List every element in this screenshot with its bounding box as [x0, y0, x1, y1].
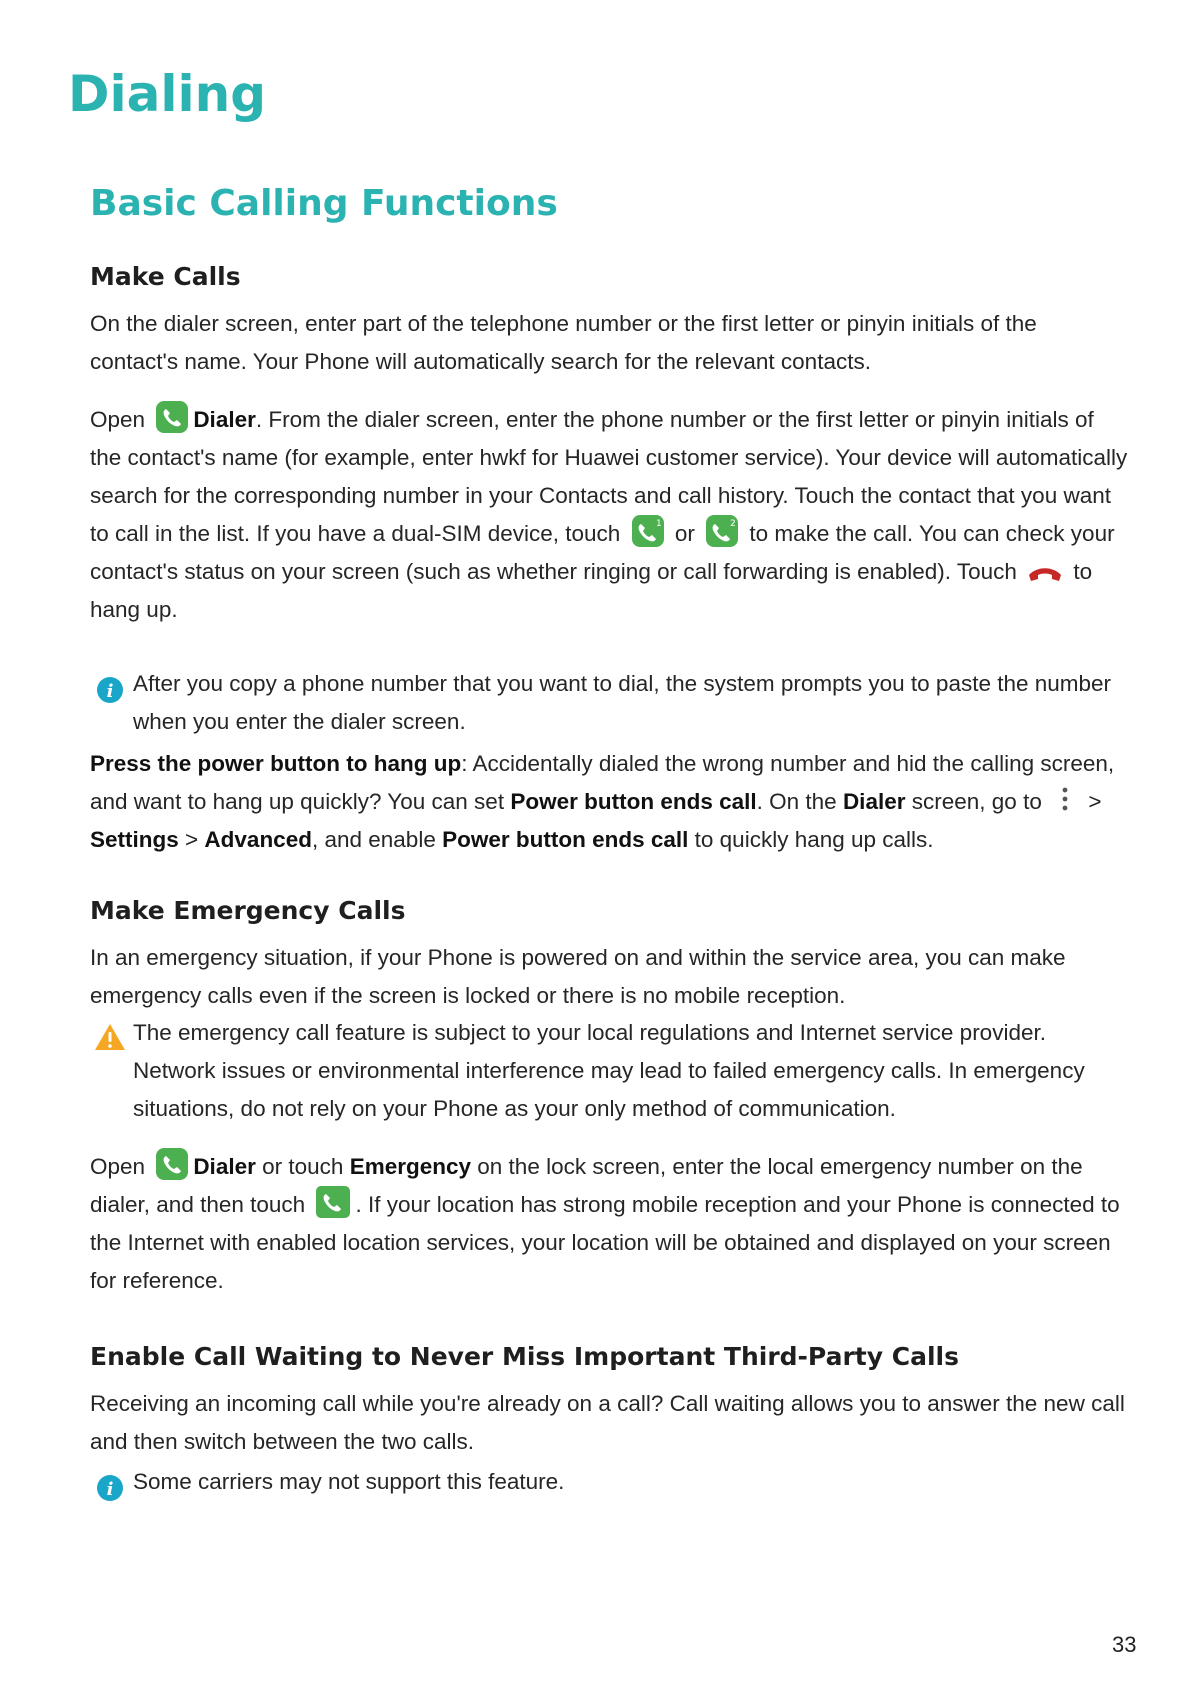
emergency-heading: Make Emergency Calls	[90, 896, 406, 925]
paragraph-text: . From the dialer screen, enter the phone number or the first letter or pinyin initials of the contact's name (for example, enter hwkf for Huawei customer service). Your device will automatically search for the corresponding number in your Contacts and call history. Touch the contact that you want to call in the list. If you have a dual-SIM device, touch	[90, 407, 1128, 546]
sim2-call-icon	[705, 515, 739, 547]
info-icon	[96, 1474, 124, 1507]
call-waiting-note: Some carriers may not support this feature.	[133, 1469, 565, 1494]
paragraph-text: to quickly hang up calls.	[694, 827, 934, 852]
make-calls-paragraph-3	[90, 745, 1130, 859]
text-or: or	[674, 521, 695, 546]
emergency-warning: The emergency call feature is subject to your local regulations and Internet service provider. Network issues or environmental interference may lead to failed emergency calls. In emergency situations, do not rely on your Phone as your only method of communication.	[133, 1020, 1085, 1121]
text-open: Open	[90, 407, 146, 432]
call-waiting-heading: Enable Call Waiting to Never Miss Important Third-Party Calls	[90, 1342, 959, 1371]
phone-icon	[155, 1148, 189, 1180]
phone-icon	[155, 401, 189, 433]
info-icon	[96, 676, 124, 709]
bold-text: Power button ends call	[442, 827, 689, 852]
paragraph-text: or touch	[262, 1154, 344, 1179]
dialer-label: Dialer	[193, 407, 256, 432]
sim2-badge: 2	[730, 519, 736, 529]
bold-text: Advanced	[204, 827, 312, 852]
more-options-icon	[1052, 785, 1078, 815]
emergency-paragraph-1: In an emergency situation, if your Phone is powered on and within the service area, you can make emergency calls even if the screen is locked or there is no mobile reception.	[90, 945, 1066, 1008]
paragraph-text: . On the	[756, 789, 837, 814]
separator: >	[178, 827, 205, 852]
section-title: Basic Calling Functions	[90, 183, 558, 224]
paragraph-text: screen, go to	[911, 789, 1042, 814]
make-calls-note: After you copy a phone number that you want to dial, the system prompts you to paste the number when you enter the dialer screen.	[133, 671, 1112, 734]
call-icon	[315, 1186, 351, 1218]
bold-text: Emergency	[349, 1154, 472, 1179]
paragraph-text: , and enable	[311, 827, 436, 852]
bold-text: Power button ends call	[510, 789, 757, 814]
bold-text: Dialer	[842, 789, 906, 814]
svg-text:i: i	[106, 1479, 114, 1500]
bold-text: Press the power button to hang up	[90, 751, 462, 776]
warning-icon	[94, 1023, 126, 1056]
separator: >	[1088, 789, 1102, 814]
dialer-label: Dialer	[193, 1154, 256, 1179]
paragraph-text: : Accidentally dialed the wrong number and hid the calling screen, and want to hang up quickly? You can set	[90, 751, 1115, 814]
paragraph-text: . If your location has strong mobile reception and your Phone is connected to the Internet with enabled location services, your location will be obtained and displayed on your screen for reference.	[90, 1192, 1120, 1293]
make-calls-paragraph-2	[90, 401, 1130, 629]
emergency-paragraph-2	[90, 1148, 1130, 1300]
page-title: Dialing	[68, 65, 267, 123]
call-waiting-paragraph: Receiving an incoming call while you're already on a call? Call waiting allows you to answer the new call and then switch between the two calls.	[90, 1391, 1125, 1454]
svg-text:i: i	[106, 681, 114, 702]
paragraph-text: to hang up.	[90, 559, 1093, 622]
sim1-badge: 1	[655, 519, 662, 529]
hang-up-icon	[1027, 563, 1063, 585]
make-calls-paragraph-1	[90, 305, 1130, 381]
page-number: 33	[1112, 1632, 1137, 1657]
sim1-call-icon	[631, 515, 665, 547]
bold-text: Settings	[90, 827, 179, 852]
paragraph-text: to make the call. You can check your contact's status on your screen (such as whether ringing or call forwarding is enabled). Touch	[90, 521, 1115, 584]
make-calls-heading: Make Calls	[90, 262, 241, 291]
paragraph-text: on the lock screen, enter the local emergency number on the dialer, and then touch	[90, 1154, 1083, 1217]
paragraph-text: On the dialer screen, enter part of the telephone number or the first letter or pinyin initials of the contact's name. Your Phone will automatically search for the relevant contacts.	[90, 311, 1037, 374]
text-open: Open	[90, 1154, 146, 1179]
